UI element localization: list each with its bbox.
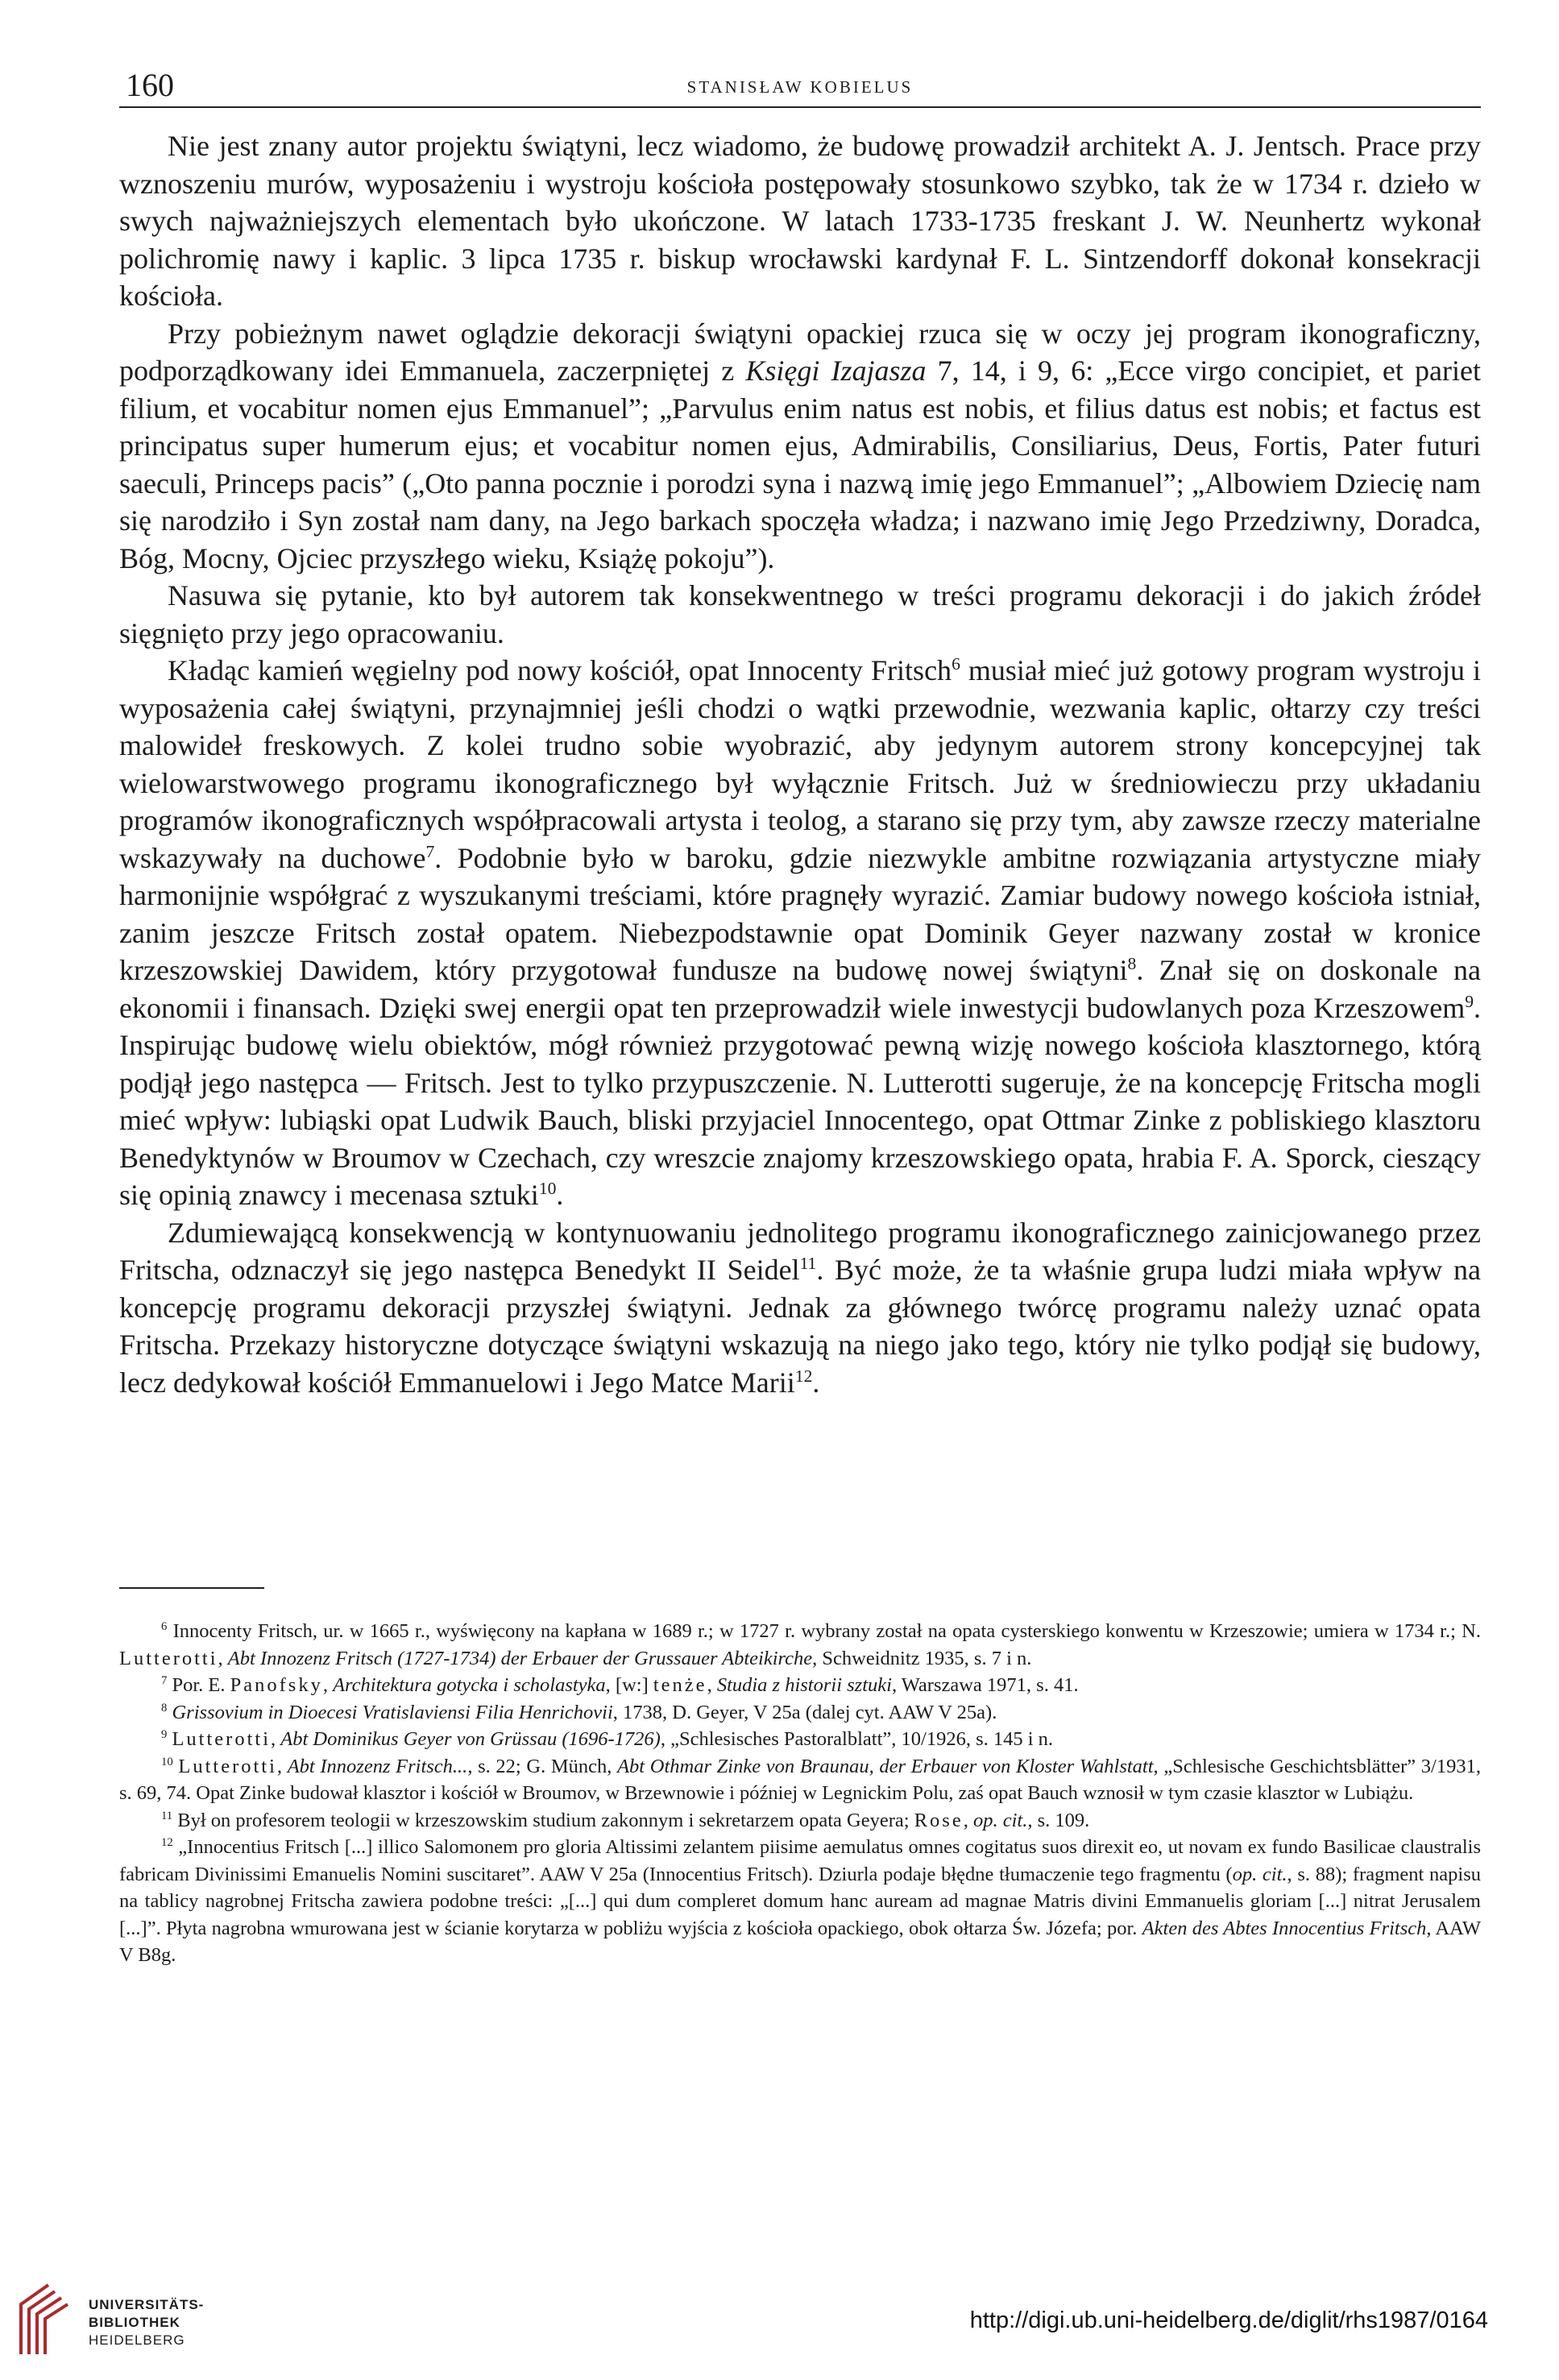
footnote-12: $^{12}$ „Innocentius Fritsch [...] illico Salomonem pro gloria Altissimi zelantem piisime aemulatus omnes cogitatus suos direxit eo, ut novam ex fundo Basilicae claustralis fabricam Divinissimi Emanuelis Nomini suscitaret”. AAW V 25a (Innocentius Fritsch). Dziurla podaje błędne tłumaczenie tego fragmentu (op. cit., s. 88); fragment napisu na tablicy nagrobnej Fritscha zawiera podobne treści: „[...] qui dum compleret domum hanc auream ad magnae Matris divini Emmanuelis gloriam [...] nitrat Jerusalem [...]”. Płyta nagrobna wmurowana jest w ścianie korytarza w pobliżu wyjścia z kościoła opackiego, obok ołtarza Św. Józefa; por. Akten des Abtes Innocentius Fritsch, AAW V B8g. (119, 1835, 1482, 1966)
footnote-9: $^9$ Lutterotti, Abt Dominikus Geyer von Grüssau (1696-1726), „Schlesisches Pastoralblatt”, 10/1926, s. 145 i n. (161, 1727, 1054, 1750)
paragraph-5: Zdumiewającą konsekwencją w kontynuowaniu jednolitego programu ikonograficznego zainicjowanego przez Fritscha, odznaczył się jego następca Benedykt II Seidel$^{11}$. Być może, że ta właśnie grupa ludzi miała wpływ na koncepcję programu dekoracji przyszłej świątyni. Jednak za głównego twórcę programu należy uznać opata Fritscha. Przekazy historyczne dotyczące świątyni wskazują na niego jako tego, który nie tylko podjął się budowy, lecz dedykował kościół Emmanuelowi i Jego Matce Marii$^{12}$. (119, 1216, 1481, 1399)
footnote-separator (119, 1587, 264, 1589)
book-title: Księgi Izajasza (745, 355, 927, 387)
paragraph-1: Nie jest znany autor projektu świątyni, lecz wiadomo, że budowę prowadził architekt A. J. Jentsch. Prace przy wznoszeniu murów, wyposażeniu i wystroju kościoła postępowały stosunkowo szybko, tak że w 1734 r. dzieło w swych najważniejszych elementach było ukończone. W latach 1733-1735 freskant J. W. Neunhertz wykonał polichromię nawy i kaplic. 3 lipca 1735 r. biskup wrocławski kardynał F. L. Sintzendorff dokonał konsekracji kościoła. (119, 130, 1481, 312)
library-name: UNIVERSITÄTS- BIBLIOTHEK HEIDELBERG (89, 2297, 205, 2348)
university-library-logo-icon (13, 2272, 81, 2365)
main-text (119, 127, 1481, 1401)
footnote-6: $^6$ Innocenty Fritsch, ur. w 1665 r., wyświęcony na kapłana w 1689 r.; w 1727 r. wybrany został na opata cysterskiego konwentu w Krzeszowie; umiera w 1734 r.; N. Lutterotti, Abt Innozenz Fritsch (1727-1734) der Erbauer der Grussauer Abteikirche, Schweidnitz 1935, s. 7 i n. (119, 1619, 1481, 1669)
running-head: STANISŁAW KOBIELUS (686, 77, 914, 97)
footnote-ref-10[interactable]: 10 (538, 1179, 557, 1198)
footnotes (119, 1618, 1481, 1969)
footnote-11: $^{11}$ Był on profesorem teologii w krzeszowskim studium zakonnym i sekretarzem opata Geyera; Rose, op. cit., s. 109. (161, 1809, 1090, 1831)
footnote-ref-7[interactable]: 7 (425, 841, 435, 861)
footnote-7: $^7$ Por. E. Panofsky, Architektura gotycka i scholastyka, [w:] tenże, Studia z historii sztuki, Warszawa 1971, s. 41. (161, 1673, 1079, 1696)
footnote-ref-8[interactable]: 8 (1127, 954, 1137, 973)
paragraph-3: Nasuwa się pytanie, kto był autorem tak konsekwentnego w treści programu dekoracji i do jakich źródeł sięgnięto przy jego opracowaniu. (119, 579, 1481, 649)
footnote-ref-9[interactable]: 9 (1465, 991, 1474, 1011)
footnote-ref-11[interactable]: 11 (799, 1254, 817, 1273)
page-number: 160 (126, 67, 174, 103)
library-footer (0, 2256, 1559, 2380)
footnote-10: $^{10}$ Lutterotti, Abt Innozenz Fritsch..., s. 22; G. Münch, Abt Othmar Zinke von Braunau, der Erbauer von Kloster Wahlstatt, „Schlesische Geschichtsblätter” 3/1931, s. 69, 74. Opat Zinke budował klasztor i kościół w Broumov, w Brzewnowie i później w Legnickim Polu, zaś opat Bauch wznosił w tym czasie klasztor w Lubiążu. (119, 1755, 1481, 1804)
page-header (119, 64, 1481, 108)
paragraph-2: Przy pobieżnym nawet oglądzie dekoracji świątyni opackiej rzuca się w oczy jej program ikonograficzny, podporządkowany idei Emmanuela, zaczerpniętej z Księgi Izajasza 7, 14, i 9, 6: „Ecce virgo concipiet, et pariet filium, et vocabitur nomen ejus Emmanuel”; „Parvulus enim natus est nobis, et filius datus est nobis; et factus est principatus super humerum ejus; et vocabitur nomen ejus, Admirabilis, Consiliarius, Deus, Fortis, Pater futuri saeculi, Princeps pacis” („Oto panna pocznie i porodzi syna i nazwą imię jego Emmanuel”; „Albowiem Dziecię nam się narodziło i Syn został nam dany, na Jego barkach spoczęła władza; i nazwano imię Jego Przedziwny, Doradca, Bóg, Mocny, Ojciec przyszłego wieku, Książę pokoju”). (119, 317, 1481, 574)
paragraph-4: Kładąc kamień węgielny pod nowy kościół, opat Innocenty Fritsch$^6$ musiał mieć już gotowy program wystroju i wyposażenia całej świątyni, przynajmniej jeśli chodzi o wątki przewodnie, wezwania kaplic, ołtarzy czy treści malowideł freskowych. Z kolei trudno sobie wyobrazić, aby jedynym autorem strony koncepcyjnej tak wielowarstwowego programu ikonograficznego był wyłącznie Fritsch. Już w średniowieczu przy układaniu programów ikonograficznych współpracowali artysta i teolog, a starano się przy tym, aby zawsze rzeczy materialne wskazywały na duchowe$^7$. Podobnie było w baroku, gdzie niezwykle ambitne rozwiązania artystyczne miały harmonijnie współgrać z wyszukanymi treściami, które pragnęły wyrazić. Zamiar budowy nowego kościoła istniał, zanim jeszcze Fritsch został opatem. Niebezpodstawnie opat Dominik Geyer nazwany został w kronice krzeszowskiej Dawidem, który przygotował fundusze na budowę nowej świątyni$^8$. Znał się on doskonale na ekonomii i finansach. Dzięki swej energii opat ten przeprowadził wiele inwestycji budowlanych poza Krzeszowem$^9$. Inspirując budowę wielu obiektów, mógł również przygotować pewną wizję nowego kościoła klasztornego, którą podjął jego następca — Fritsch. Jest to tylko przypuszczenie. N. Lutterotti sugeruje, że na koncepcję Fritscha mogli mieć wpływ: lubiąski opat Ludwik Bauch, bliski przyjaciel Innocentego, opat Ottmar Zinke z pobliskiego klasztoru Benedyktynów w Broumov w Czechach, czy wreszcie znajomy krzeszowskiego opata, hrabia F. A. Sporck, cieszący się opinią znawcy i mecenasa sztuki$^{10}$. (119, 654, 1481, 1211)
source-url-link[interactable]: http://digi.ub.uni-heidelberg.de/diglit/rhs1987/0164 (969, 2307, 1488, 2333)
footnote-ref-6[interactable]: 6 (952, 654, 960, 674)
footnote-8: $^8$ Grissovium in Dioecesi Vratislaviensi Filia Henrichovii, 1738, D. Geyer, V 25a (dalej cyt. AAW V 25a). (161, 1701, 997, 1723)
footnote-ref-12[interactable]: 12 (794, 1366, 813, 1386)
